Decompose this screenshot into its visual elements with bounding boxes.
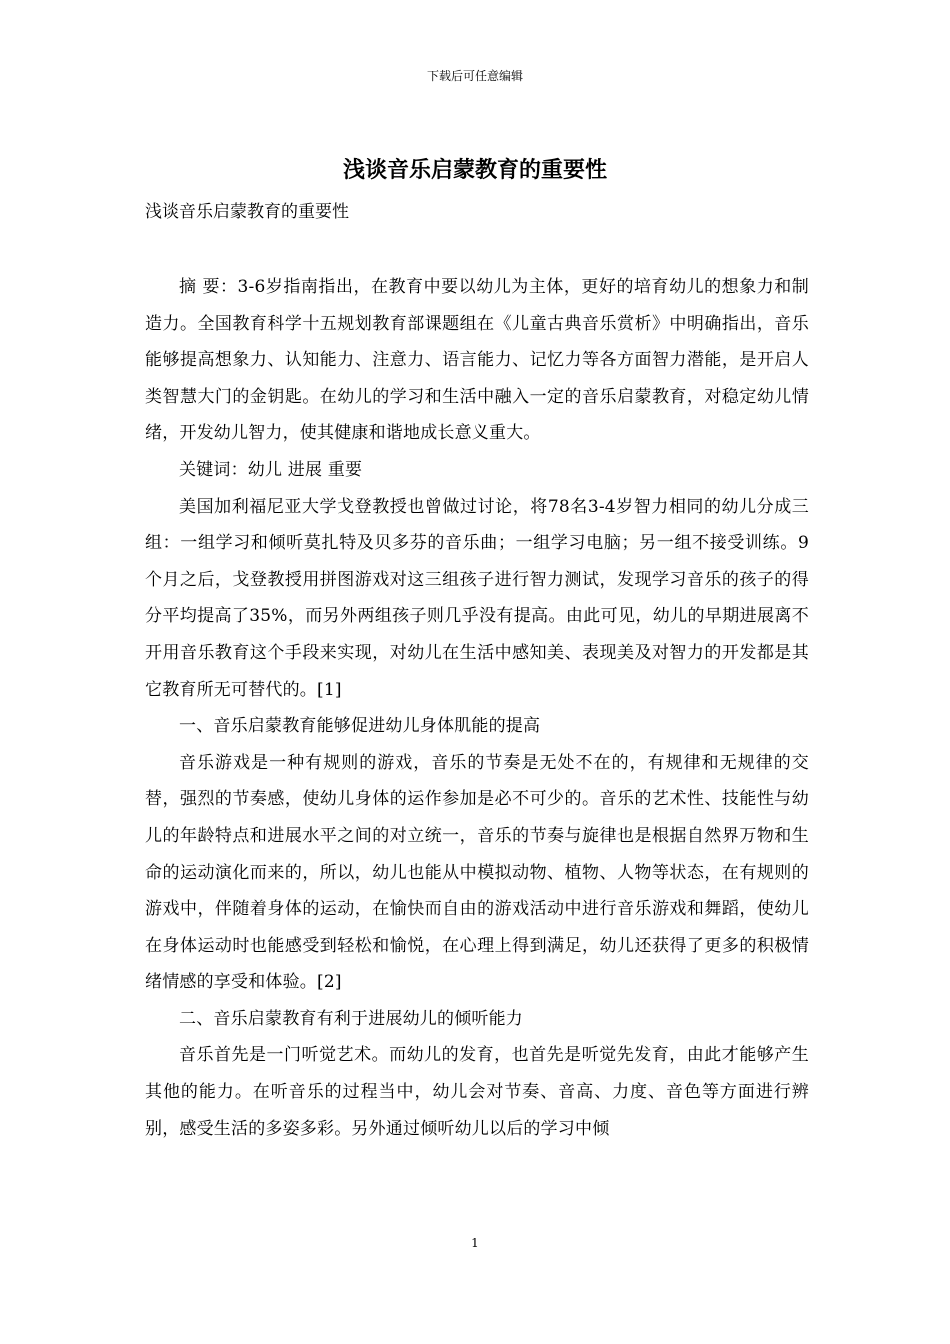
body-paragraph: 美国加利福尼亚大学戈登教授也曾做过讨论，将78名3-4岁智力相同的幼儿分成三组：一组学习和倾听莫扎特及贝多芬的音乐曲；一组学习电脑；另一组不接受训练。9个月之后，戈登教授用拼图游戏对这三组孩子进行智力测试，发现学习音乐的孩子的得分平均提高了35%，而另外两组孩子则几乎没有提高。由此可见，幼儿的早期进展离不开用音乐教育这个手段来实现，对幼儿在生活中感知美、表现美及对智力的开发都是其它教育所无可替代的。[1] bbox=[145, 496, 809, 700]
abstract-paragraph: 摘 要：3-6岁指南指出，在教育中要以幼儿为主体，更好的培育幼儿的想象力和制造力。全国教育科学十五规划教育部课题组在《儿童古典音乐赏析》中明确指出，音乐能够提高想象力、认知能力、注意力、语言能力、记忆力等各方面智力潜能，是开启人类智慧大门的金钥匙。在幼儿的学习和生活中融入一定的音乐启蒙教育，对稳定幼儿情绪，开发幼儿智力，使其健康和谐地成长意义重大。 bbox=[145, 277, 809, 444]
body-paragraph: 音乐游戏是一种有规则的游戏，音乐的节奏是无处不在的，有规律和无规律的交替，强烈的节奏感，使幼儿身体的运作参加是必不可少的。音乐的艺术性、技能性与幼儿的年龄特点和进展水平之间的对立统一，音乐的节奏与旋律也是根据自然界万物和生命的运动演化而来的，所以，幼儿也能从中模拟动物、植物、人物等状态，在有规则的游戏中，伴随着身体的运动，在愉快而自由的游戏活动中进行音乐游戏和舞蹈，使幼儿在身体运动时也能感受到轻松和愉悦，在心理上得到满足，幼儿还获得了更多的积极情绪情感的享受和体验。[2] bbox=[145, 752, 809, 993]
section-heading: 一、音乐启蒙教育能够促进幼儿身体肌能的提高 bbox=[179, 716, 541, 737]
header-note: 下载后可任意编辑 bbox=[426, 69, 523, 83]
document-subtitle: 浅谈音乐启蒙教育的重要性 bbox=[145, 202, 349, 222]
document-title: 浅谈音乐启蒙教育的重要性 bbox=[342, 157, 607, 183]
body-paragraph: 音乐首先是一门听觉艺术。而幼儿的发育，也首先是听觉先发育，由此才能够产生其他的能力。在听音乐的过程当中，幼儿会对节奏、音高、力度、音色等方面进行辨别，感受生活的多姿多彩。另外通过倾听幼儿以后的学习中倾 bbox=[145, 1045, 809, 1139]
section-heading: 二、音乐启蒙教育有利于进展幼儿的倾听能力 bbox=[179, 1008, 523, 1029]
keywords-paragraph: 关键词：幼儿 进展 重要 bbox=[179, 459, 363, 480]
document-body bbox=[145, 269, 809, 1147]
page-number: 1 bbox=[471, 1236, 479, 1250]
